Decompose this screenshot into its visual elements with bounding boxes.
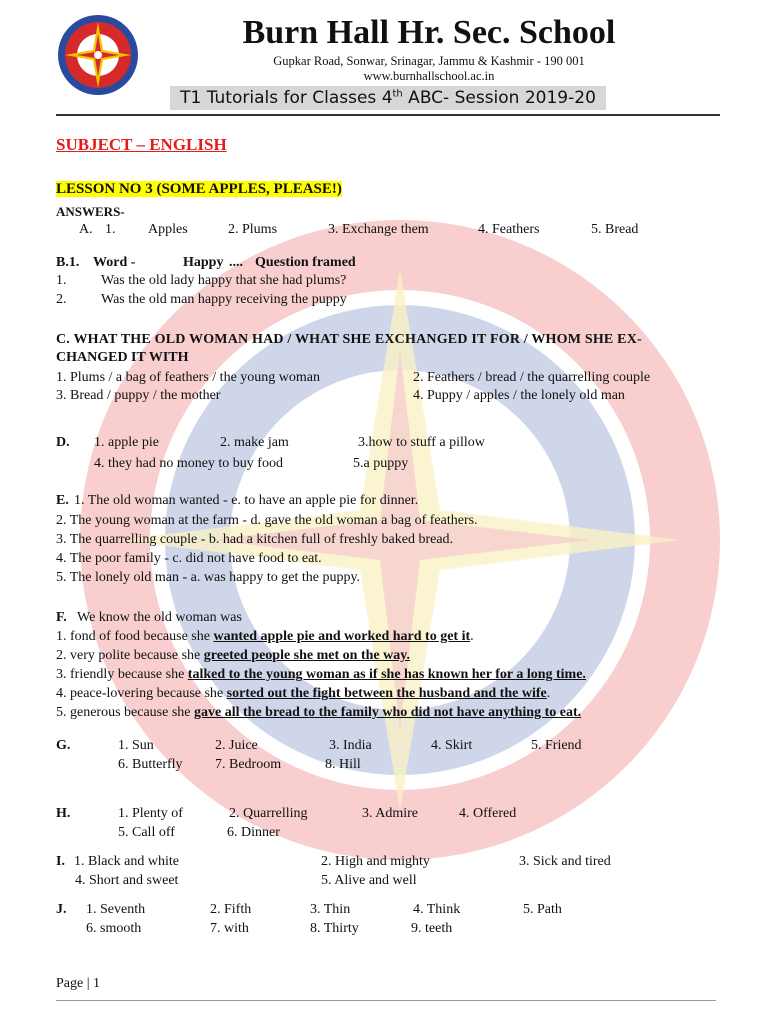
section-i-item5: 5. Alive and well: [321, 873, 417, 888]
section-h-item5: 5. Call off: [118, 825, 175, 840]
section-e-item5: 5. The lonely old man - a. was happy to get the puppy.: [56, 570, 361, 585]
section-e-item4: 4. The poor family - c. did not have food to eat.: [56, 551, 322, 566]
section-j-item5: 5. Path: [523, 902, 562, 917]
section-j-item7: 7. with: [210, 921, 249, 936]
section-j-item6: 6. smooth: [86, 921, 142, 936]
section-b-item1: Was the old lady happy that she had plums?: [101, 273, 347, 288]
section-b-num1: 1.: [56, 273, 67, 288]
answer-a2: 2. Plums: [228, 222, 278, 237]
lesson-title: LESSON NO 3 (SOME APPLES, PLEASE!): [56, 181, 342, 197]
section-d-label: D.: [56, 435, 70, 450]
section-j-item3: 3. Thin: [310, 902, 351, 917]
section-b-happy: Happy: [183, 255, 224, 270]
section-c-item4: 4. Puppy / apples / the lonely old man: [413, 388, 625, 403]
section-h-item4: 4. Offered: [459, 806, 517, 821]
tutorial-banner: T1 Tutorials for Classes 4th ABC- Session 2019-20: [170, 86, 606, 110]
answer-a5: 5. Bread: [591, 222, 639, 237]
section-c-item3: 3. Bread / puppy / the mother: [56, 388, 221, 403]
section-f-intro: We know the old woman was: [77, 610, 242, 625]
section-d-item4: 4. they had no money to buy food: [94, 456, 283, 471]
section-e-item3: 3. The quarrelling couple - b. had a kitchen full of freshly baked bread.: [56, 532, 454, 547]
section-i-item4: 4. Short and sweet: [75, 873, 179, 888]
footer-divider: [56, 1000, 716, 1001]
section-a-num1: 1.: [105, 222, 116, 237]
section-g-item1: 1. Sun: [118, 738, 154, 753]
section-i-item2: 2. High and mighty: [321, 854, 430, 869]
section-e-label: E.: [56, 493, 69, 508]
section-h-item1: 1. Plenty of: [118, 806, 183, 821]
section-h-label: H.: [56, 806, 71, 821]
section-j-item4: 4. Think: [413, 902, 461, 917]
section-h-item3: 3. Admire: [362, 806, 418, 821]
section-i-item3: 3. Sick and tired: [519, 854, 611, 869]
page-number: Page | 1: [56, 976, 101, 991]
section-e-item1: 1. The old woman wanted - e. to have an apple pie for dinner.: [74, 493, 419, 508]
section-g-item3: 3. India: [329, 738, 372, 753]
section-c-heading-2: CHANGED IT WITH: [56, 350, 189, 365]
section-j-label: J.: [56, 902, 67, 917]
section-b-label: B.1.: [56, 255, 80, 270]
section-b-item2: Was the old man happy receiving the puppy: [101, 292, 347, 307]
section-f-item3: 3. friendly because she talked to the young woman as if she has known her for a long time.: [56, 667, 586, 682]
section-g-item8: 8. Hill: [325, 757, 361, 772]
section-i-label: I.: [56, 854, 65, 869]
school-website: www.burnhallschool.ac.in: [363, 69, 495, 83]
section-g-item5: 5. Friend: [531, 738, 582, 753]
section-d-item3: 3.how to stuff a pillow: [358, 435, 485, 450]
section-j-item9: 9. teeth: [411, 921, 453, 936]
section-h-item2: 2. Quarrelling: [229, 806, 308, 821]
answer-a1: Apples: [148, 222, 188, 237]
section-f-item2: 2. very polite because she greeted people she met on the way.: [56, 648, 410, 663]
section-j-item2: 2. Fifth: [210, 902, 252, 917]
section-g-item7: 7. Bedroom: [215, 757, 282, 772]
section-f-item1: 1. fond of food because she wanted apple pie and worked hard to get it.: [56, 629, 474, 644]
section-i-item1: 1. Black and white: [74, 854, 179, 869]
school-address: Gupkar Road, Sonwar, Srinagar, Jammu & Kashmir - 190 001: [273, 54, 585, 68]
subject-heading: SUBJECT – ENGLISH: [56, 135, 227, 154]
section-c-item2: 2. Feathers / bread / the quarrelling couple: [413, 370, 651, 385]
section-j-item8: 8. Thirty: [310, 921, 359, 936]
section-b-num2: 2.: [56, 292, 67, 307]
section-d-item5: 5.a puppy: [353, 456, 409, 471]
section-g-item2: 2. Juice: [215, 738, 258, 753]
school-name: Burn Hall Hr. Sec. School: [242, 14, 616, 51]
section-d-item2: 2. make jam: [220, 435, 289, 450]
section-b-question: Question framed: [255, 255, 356, 270]
section-f-item5: 5. generous because she gave all the bread to the family who did not have anything to eat.: [56, 705, 582, 720]
answer-a3: 3. Exchange them: [328, 222, 429, 237]
section-b-word: Word -: [93, 255, 136, 270]
section-g-item4: 4. Skirt: [431, 738, 473, 753]
section-a-label: A.: [79, 222, 93, 237]
section-b-dots: ....: [229, 255, 243, 270]
section-j-item1: 1. Seventh: [86, 902, 146, 917]
section-g-item6: 6. Butterfly: [118, 757, 183, 772]
section-h-item6: 6. Dinner: [227, 825, 280, 840]
answers-label: ANSWERS-: [56, 204, 125, 219]
section-e-item2: 2. The young woman at the farm - d. gave the old woman a bag of feathers.: [56, 513, 478, 528]
section-f-label: F.: [56, 610, 67, 625]
answer-a4: 4. Feathers: [478, 222, 540, 237]
section-f-item4: 4. peace-lovering because she sorted out the fight between the husband and the wife.: [56, 686, 551, 701]
section-d-item1: 1. apple pie: [94, 435, 159, 450]
section-c-item1: 1. Plums / a bag of feathers / the young woman: [56, 370, 321, 385]
section-g-label: G.: [56, 738, 71, 753]
section-c-heading-1: C. WHAT THE OLD WOMAN HAD / WHAT SHE EXCHANGED IT FOR / WHOM SHE EX-: [56, 332, 642, 347]
header-divider: [56, 114, 720, 116]
